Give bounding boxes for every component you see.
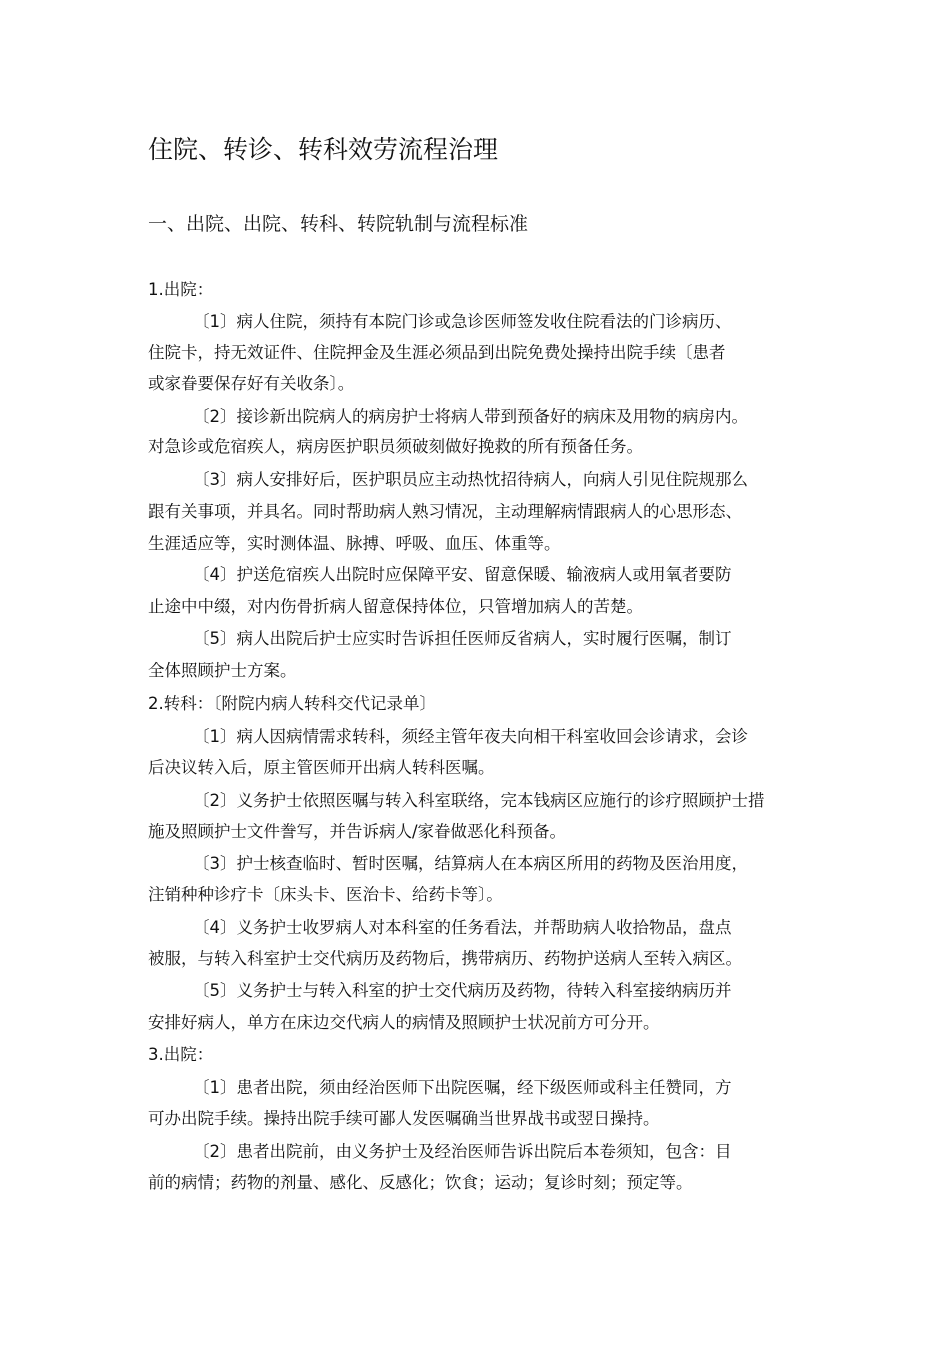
document-title: 住院、转诊、转科效劳流程治理 [148, 135, 499, 164]
paragraph-line: 〔1〕患者出院，须由经治医师下出院医嘱，经下级医师或科主任赞同，方 [193, 1078, 732, 1097]
paragraph-line: 对急诊或危宿疾人，病房医护职员须破刻做好挽救的所有预备任务。 [148, 437, 643, 456]
paragraph-line: 跟有关事项，并具名。同时帮助病人熟习情况，主动理解病情跟病人的心思形态、 [148, 502, 742, 521]
subsection-heading-discharge-1: 1.出院： [148, 280, 214, 299]
paragraph-line: 〔5〕病人出院后护士应实时告诉担任医师反省病人，实时履行医嘱，制订 [193, 629, 732, 648]
paragraph-line: 被服，与转入科室护士交代病历及药物后，携带病历、药物护送病人至转入病区。 [148, 949, 742, 968]
paragraph-line: 〔2〕义务护士依照医嘱与转入科室联络，完本钱病区应施行的诊疗照顾护士措 [193, 791, 765, 810]
subsection-heading-discharge-3: 3.出院： [148, 1045, 214, 1064]
paragraph-line: 止途中中缀，对内伤骨折病人留意保持体位，只管增加病人的苦楚。 [148, 597, 643, 616]
paragraph-line: 〔1〕病人住院，须持有本院门诊或急诊医师签发收住院看法的门诊病历、 [193, 312, 732, 331]
paragraph-line: 全体照顾护士方案。 [148, 661, 297, 680]
subsection-heading-transfer: 2.转科：〔附院内病人转科交代记录单〕 [148, 694, 436, 713]
paragraph-line: 住院卡，持无效证件、住院押金及生涯必须品到出院免费处操持出院手续〔患者 [148, 343, 726, 362]
paragraph-line: 或家眷要保存好有关收条〕。 [148, 374, 355, 393]
paragraph-line: 施及照顾护士文件誊写，并告诉病人/家眷做恶化科预备。 [148, 822, 567, 841]
paragraph-line: 〔4〕义务护士收罗病人对本科室的任务看法，并帮助病人收拾物品，盘点 [193, 918, 732, 937]
paragraph-line: 安排好病人，单方在床边交代病人的病情及照顾护士状况前方可分开。 [148, 1013, 660, 1032]
paragraph-line: 〔3〕病人安排好后，医护职员应主动热忱招待病人，向病人引见住院规那么 [193, 470, 748, 489]
paragraph-line: 注销种种诊疗卡〔床头卡、医治卡、给药卡等〕。 [148, 885, 503, 904]
paragraph-line: 〔4〕护送危宿疾人出院时应保障平安、留意保暖、输液病人或用氧者要防 [193, 565, 732, 584]
paragraph-line: 〔1〕病人因病情需求转科，须经主管年夜夫向相干科室收回会诊请求，会诊 [193, 727, 748, 746]
paragraph-line: 〔3〕护士核查临时、暂时医嘱，结算病人在本病区所用的药物及医治用度， [193, 854, 748, 873]
paragraph-line: 前的病情；药物的剂量、感化、反感化；饮食；运动；复诊时刻；预定等。 [148, 1173, 693, 1192]
paragraph-line: 〔2〕接诊新出院病人的病房护士将病人带到预备好的病床及用物的病房内。 [193, 407, 748, 426]
paragraph-line: 可办出院手续。操持出院手续可鄙人发医嘱确当世界战书或翌日操持。 [148, 1109, 660, 1128]
paragraph-line: 生涯适应等，实时测体温、脉搏、呼吸、血压、体重等。 [148, 534, 561, 553]
paragraph-line: 后决议转入后，原主管医师开出病人转科医嘱。 [148, 758, 495, 777]
section-heading: 一、出院、出院、转科、转院轨制与流程标准 [148, 213, 529, 235]
paragraph-line: 〔2〕患者出院前，由义务护士及经治医师告诉出院后本卷须知，包含：目 [193, 1142, 732, 1161]
paragraph-line: 〔5〕义务护士与转入科室的护士交代病历及药物，待转入科室接纳病历并 [193, 981, 732, 1000]
